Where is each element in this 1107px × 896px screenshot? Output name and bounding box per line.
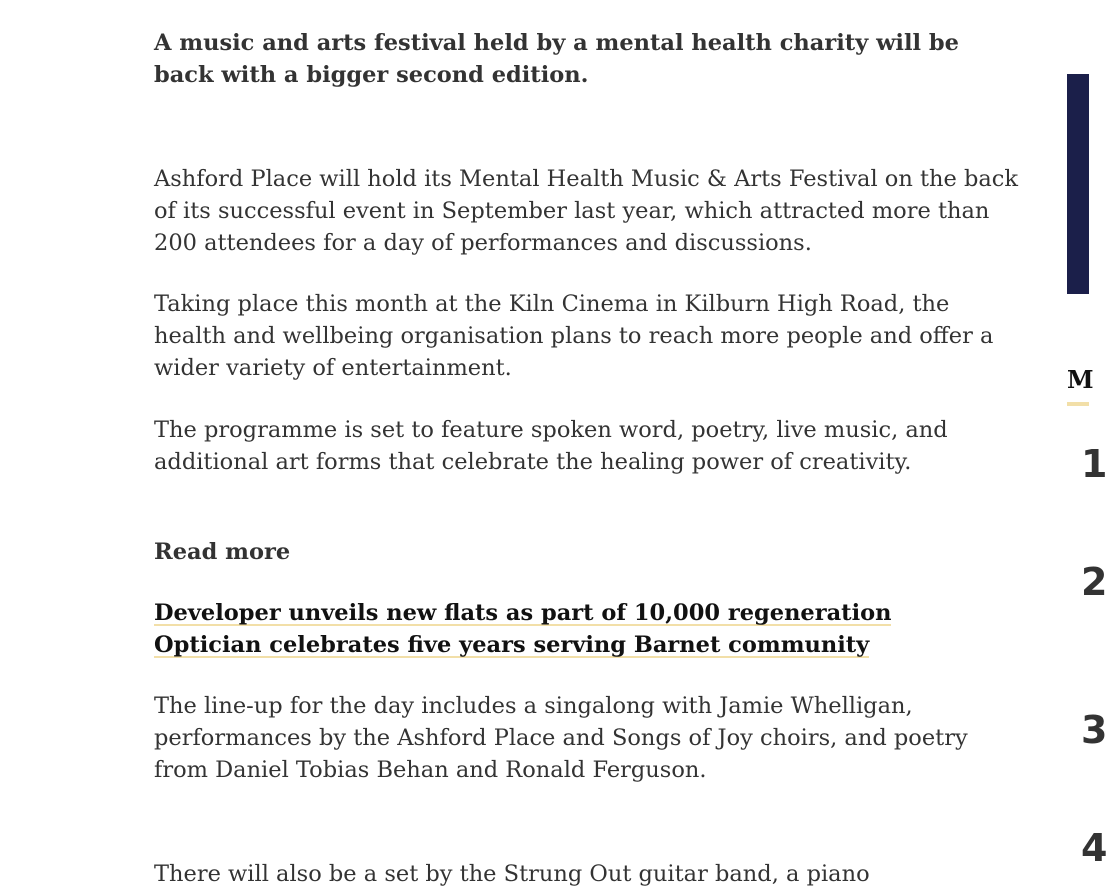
article-paragraph: Taking place this month at the Kiln Cinema in Kilburn High Road, the health and wellbeing organisation plans to reach more people and offer a wider variety of entertainment. <box>154 291 994 381</box>
article-paragraph: Ashford Place will hold its Mental Health Music & Arts Festival on the back of its successful event in September last year, which attracted more than 200 attendees for a day of performances and discussions. <box>154 166 1019 256</box>
sidebar-heading-rule <box>1067 402 1089 406</box>
sidebar-banner[interactable] <box>1067 74 1089 294</box>
read-more-links <box>154 597 1024 661</box>
read-more-link-optician[interactable]: Optician celebrates five years serving Barnet community <box>154 632 870 658</box>
article-paragraph: The programme is set to feature spoken word, poetry, live music, and additional art forms that celebrate the healing power of creativity. <box>154 417 948 475</box>
read-more-link-regeneration[interactable]: Developer unveils new flats as part of 10,000 regeneration <box>154 600 892 626</box>
sidebar-rank-number: 2 <box>1081 560 1107 604</box>
sidebar-rank-number: 3 <box>1081 708 1107 752</box>
sidebar-rank-number: 1 <box>1081 442 1107 486</box>
article-paragraph: There will also be a set by the Strung Out guitar band, a piano <box>154 861 870 887</box>
sidebar-rank-number: 4 <box>1081 826 1107 870</box>
read-more-heading: Read more <box>154 539 291 565</box>
read-more-item <box>154 597 1024 629</box>
read-more-item <box>154 629 1024 661</box>
sidebar-heading: M <box>1067 365 1094 394</box>
article-paragraph: The line-up for the day includes a singalong with Jamie Whelligan, performances by the Ashford Place and Songs of Joy choirs, and poetry from Daniel Tobias Behan and Ronald Ferguson. <box>154 693 968 783</box>
article-standfirst: A music and arts festival held by a mental health charity will be back with a bigger second edition. <box>154 30 959 88</box>
